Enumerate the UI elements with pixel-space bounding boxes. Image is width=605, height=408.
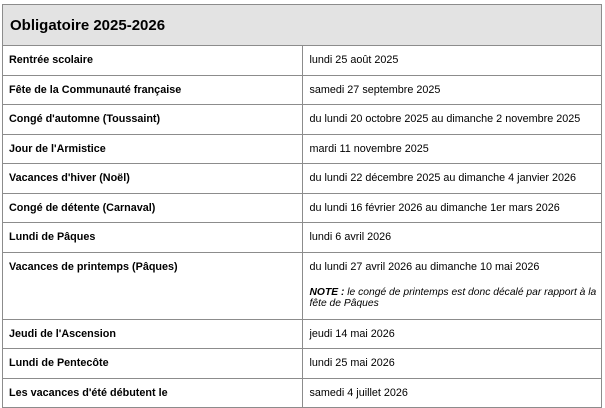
row-value-fete-communaute: samedi 27 septembre 2025 [302,75,602,105]
row-value-vacances-printemps: du lundi 27 avril 2026 au dimanche 10 mai 2026 [309,260,540,273]
row-cell-vacances-printemps [302,252,602,319]
printemps-note [310,287,602,309]
row-value-rentree: lundi 25 août 2025 [302,46,602,76]
row-label-conge-automne: Congé d'automne (Toussaint) [3,105,303,135]
row-label-armistice: Jour de l'Armistice [3,134,303,164]
row-label-ascension: Jeudi de l'Ascension [3,319,303,349]
table-title: Obligatoire 2025-2026 [3,5,602,46]
row-value-pentecote: lundi 25 mai 2026 [302,349,602,379]
row-label-pentecote: Lundi de Pentecôte [3,349,303,379]
row-value-conge-automne: du lundi 20 octobre 2025 au dimanche 2 novembre 2025 [302,105,602,135]
row-label-vacances-hiver: Vacances d'hiver (Noël) [3,164,303,194]
row-value-vacances-hiver: du lundi 22 décembre 2025 au dimanche 4 janvier 2026 [302,164,602,194]
note-label: NOTE : [309,286,345,298]
row-label-rentree: Rentrée scolaire [3,46,303,76]
note-text: le congé de printemps est donc décalé par rapport à la fête de Pâques [309,286,597,309]
row-label-fete-communaute: Fête de la Communauté française [3,75,303,105]
row-value-conge-detente: du lundi 16 février 2026 au dimanche 1er mars 2026 [302,193,602,223]
row-label-conge-detente: Congé de détente (Carnaval) [3,193,303,223]
row-value-ascension: jeudi 14 mai 2026 [302,319,602,349]
row-value-armistice: mardi 11 novembre 2025 [302,134,602,164]
row-label-lundi-paques: Lundi de Pâques [3,223,303,253]
row-label-vacances-printemps: Vacances de printemps (Pâques) [3,252,303,319]
row-label-vacances-ete: Les vacances d'été débutent le [3,378,303,408]
row-value-vacances-ete: samedi 4 juillet 2026 [302,378,602,408]
school-calendar-table [2,4,602,408]
row-value-lundi-paques: lundi 6 avril 2026 [302,223,602,253]
